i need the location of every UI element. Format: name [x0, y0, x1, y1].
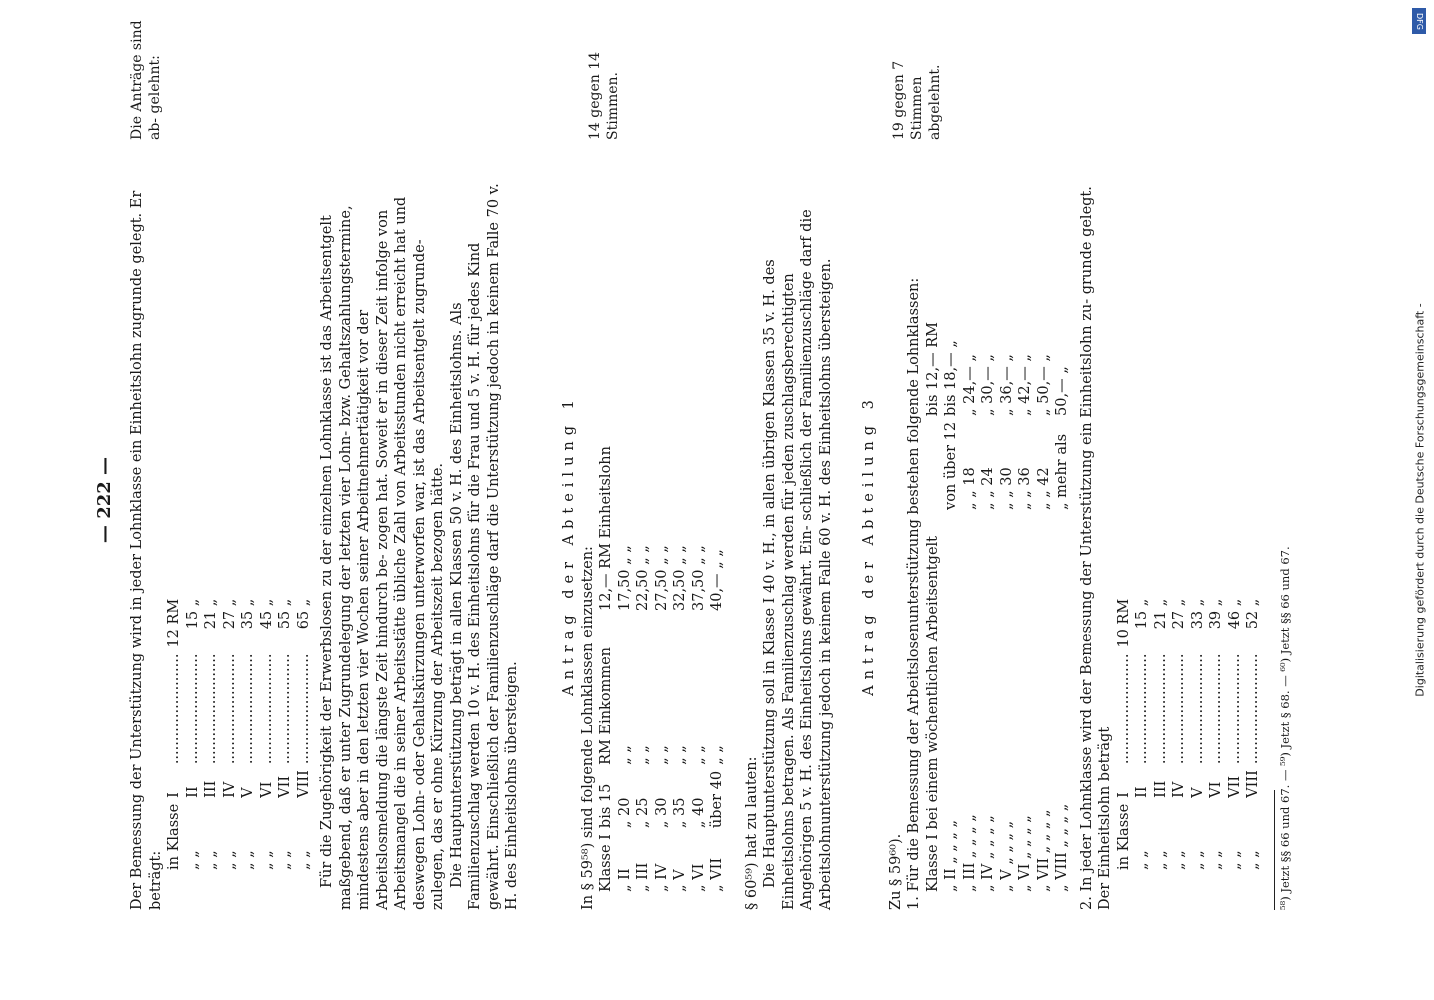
cell-wage: 32,50 „ „ [672, 545, 688, 611]
table-row [1016, 316, 1035, 892]
cell-wage: 40,— „ „ [709, 549, 725, 611]
table-row [979, 316, 998, 892]
cell-from [924, 416, 943, 530]
cell-wage: 17,50 „ „ [616, 545, 633, 611]
antrag1-heading: Antrag der Abteilung 1 [561, 394, 577, 696]
intro-lead: in Klasse [166, 803, 182, 870]
class-value: 27 „ [221, 598, 238, 630]
cell-from: „ „ 24 [980, 467, 996, 510]
intro-class-table: in Klasse I ........................ 12 RM „ „ II ........................ 15 „ „ „ III ........................ 21 „ „ „ IV ........................ 27 „ „ „ V ........................ 35 „ „ „ VI ........................ 45 „ „ „ VII ........................ 55 „ „ „ VIII ........................ 65 „ [165, 593, 313, 870]
cell-class: „ VIII „ „ „ „ [1054, 803, 1070, 892]
credit-text: Digitalisierung gefördert durch die Deutsche Forschungsgemeinschaft - [1413, 303, 1427, 697]
cell-class: „ VII „ „ „ „ [1035, 809, 1052, 892]
margin-note-stimmen: 14 gegen 14 Stimmen. [587, 51, 621, 140]
class-value: 21 „ [1152, 598, 1169, 630]
item2-lead: in Klasse [1115, 803, 1132, 870]
antrag1-intro: In § 59⁵⁸) sind folgende Lohnklassen einzusetzen: [579, 546, 596, 910]
cell-limit: bis 15 [598, 783, 614, 829]
cell-class: „ V [672, 869, 688, 892]
margin-note-abgelehnt: Die Anträge sind ab- gelehnt: [129, 20, 163, 140]
cell-class: „ IV „ „ „ „ [980, 815, 996, 892]
class-value: 21 „ [203, 598, 219, 630]
cell-wage: 37,50 „ „ [690, 545, 707, 611]
cell-class: „ II [616, 868, 633, 892]
antrag-abteilung-3 [860, 180, 1263, 910]
class-numeral: VII [1226, 775, 1243, 798]
table-row [1035, 316, 1054, 892]
antrag3-item1: 1. Für die Bemessung der Arbeitslosenunterstützung bestehen folgende Lohnklassen: [906, 277, 922, 910]
cell-class: „ IV [653, 863, 670, 892]
table-row [924, 316, 943, 892]
class-numeral: I [166, 792, 182, 798]
p60-intro: § 60⁵⁹) hat zu lauten: [743, 756, 760, 910]
paragraph-hauptunterstuetzung: Die Hauptunterstützung beträgt in allen Klassen 50 v. H. des Einheitslohns. Als Familienzuschlag werden 10 v. H. des Einheitslohns für die Frau und 5 v. H. für jedes Kind gewährt. Einschließlich der Familienzuschläge darf die Unterstützung jedoch in keinem Falle 70 v. H. des Einheitslohns übersteigen. [448, 183, 520, 910]
cell-unit: „ „ [653, 745, 670, 765]
cell-unit: „ „ [635, 745, 651, 765]
cell-class: „ VI [690, 863, 707, 892]
cell-limit: „ 30 [653, 797, 670, 829]
class-numeral: VI [258, 781, 275, 798]
class-value: 45 „ [258, 598, 275, 630]
table-row [961, 316, 980, 892]
page-number: — 222 — [94, 456, 115, 544]
intro-section [128, 180, 313, 910]
p60-text: Die Hauptunterstützung soll in Klasse I 40 v. H., in allen übrigen Klassen 35 v. H. des Einheitslohns betragen. Als Familienzuschlag werden für jeden zuschlagsberechtigten Angehörigen 5 v. H. des Einheitslohns gewährt. Ein- schließlich der Familienzuschläge darf die Arbeitslohnunterstützung jedoch in keinem Falle 60 v. H. des Einheitslohns übersteigen. [762, 209, 834, 910]
cell-to: „ 42,— „ [1017, 354, 1033, 416]
cell-wage: 22,50 „ „ [635, 545, 651, 611]
cell-unit: „ „ [690, 745, 707, 765]
class-value: 12 RM [166, 598, 182, 648]
class-numeral: V [240, 787, 256, 798]
cell-class: „ V „ „ „ „ [998, 820, 1015, 892]
digitization-credit [1408, 0, 1432, 1000]
cell-to: „ 36,— „ [998, 354, 1015, 416]
cell-from: „ „ 42 [1035, 467, 1052, 510]
class-value: 15 „ [184, 598, 201, 630]
intro-text: Der Bemessung der Unterstützung wird in jeder Lohnklasse ein Einheitslohn zugrunde gelegt. Er beträgt: [129, 190, 164, 910]
cell-from: „ „ 36 [1017, 467, 1033, 510]
class-value: 35 „ [240, 598, 256, 630]
class-value: 15 „ [1134, 598, 1150, 630]
class-value: 55 „ [277, 598, 293, 630]
class-value: 33 „ [1189, 598, 1206, 630]
table-row [616, 440, 635, 892]
cell-unit: RM Einkommen [598, 647, 614, 765]
cell-to: „ 24,— „ [961, 354, 978, 416]
cell-to: „ 30,— „ [980, 354, 996, 416]
class-numeral: III [1152, 780, 1169, 798]
table-row [998, 316, 1017, 892]
cell-class: „ II „ „ „ „ [943, 819, 959, 892]
cell-to: bis 12,— RM [924, 322, 941, 416]
body-paragraphs [318, 180, 522, 910]
antrag3-item2: 2. In jeder Lohnklasse wird der Bemessung der Unterstützung ein Einheitslohn zu- grunde gelegt. Der Einheitslohn beträgt [1078, 186, 1113, 910]
antrag3-unit-wage-table: in Klasse I ........................ 10 RM „ „ II ........................ 15 „ „ „ III ........................ 21 „ „ „ IV ........................ 27 „ „ „ V ........................ 33 „ „ „ VI ........................ 39 „ „ „ VII ........................ 46 „ „ „ VIII ........................ 52 „ [1115, 593, 1263, 870]
table-row [708, 440, 727, 892]
class-numeral: IV [221, 781, 238, 798]
cell-wage: 12,— RM Einheitslohn [598, 446, 614, 611]
class-value: 52 „ [1245, 598, 1261, 630]
table-row [653, 440, 672, 892]
class-value: 10 RM [1115, 598, 1132, 648]
intro-class-list [165, 180, 313, 870]
cell-limit: „ 25 [635, 797, 651, 829]
cell-class: „ VI „ „ „ „ [1017, 815, 1033, 892]
class-value: 27 „ [1171, 598, 1187, 630]
antrag3-zu: Zu § 59⁶⁰). [887, 833, 904, 910]
cell-class: Klasse I bei einem wöchentlichen Arbeitsentgelt [924, 536, 941, 892]
cell-limit: über 40 [709, 770, 725, 829]
antrag3-wage-class-table [924, 316, 1072, 892]
cell-to: 50,— „ [1054, 366, 1070, 416]
antrag3-heading: Antrag der Abteilung 3 [861, 394, 877, 696]
cell-to: „ 50,— „ [1035, 354, 1052, 416]
class-numeral: IV [1171, 781, 1187, 798]
class-numeral: III [203, 780, 219, 798]
cell-limit: „ 20 [616, 797, 633, 829]
class-numeral: I [1115, 792, 1132, 798]
cell-from: „ „ 18 [961, 467, 978, 510]
footnotes [1270, 180, 1293, 910]
class-numeral: VIII [1245, 770, 1261, 798]
cell-unit: „ „ [616, 745, 633, 765]
class-numeral: VIII [295, 770, 312, 798]
cell-from: „ „ 30 [998, 467, 1015, 510]
cell-limit: „ 40 [690, 797, 707, 829]
table-row [671, 440, 690, 892]
footnote-rule [1274, 790, 1275, 910]
cell-unit: „ „ [672, 745, 688, 765]
table-row [597, 440, 616, 892]
class-value: 39 „ [1208, 598, 1224, 630]
class-value: 46 „ [1226, 598, 1243, 630]
paragraph-zugehoerigkeit: Für die Zugehörigkeit der Erwerbslosen zu der einzelnen Lohnklasse ist das Arbeitsentgelt maßgebend, daß er unter Zugrundelegung der letzten vier Lohn- bzw. Gehaltszahlungstermine, mindestens aber in den letzten vier Wochen seiner Arbeitnehmertätigkeit vor der Arbeitslosmeldung die längste Zeit hindurch be- zogen hat. Soweit er in dieser Zeit infolge von Arbeitsmangel die in seiner Arbeitsstätte übliche Zahl von Arbeitsstunden nicht erreicht hat und deswegen Lohn- oder Gehaltskürzungen unterworfen war, ist das Arbeitsentgelt zugrunde- zulegen, das er ohne Kürzung der Arbeitszeit bezogen hätte. [319, 196, 446, 910]
cell-class: „ VII [709, 857, 725, 892]
cell-wage: 27,50 „ „ [653, 545, 670, 611]
footnote-text: ⁵⁸) Jetzt §§ 66 und 67. — ⁵⁹) Jetzt § 68. — ⁶⁰) Jetzt §§ 66 und 67. [1278, 546, 1292, 910]
dfg-logo: DFG [1412, 8, 1426, 34]
class-numeral: VII [277, 775, 293, 798]
class-value: 65 „ [295, 598, 312, 630]
table-row [942, 316, 961, 892]
cell-from: von über 12 [943, 421, 959, 510]
table-row [1053, 316, 1072, 892]
class-numeral: II [1134, 786, 1150, 798]
table-row [690, 440, 709, 892]
table-row [634, 440, 653, 892]
antrag1-table [597, 440, 727, 892]
cell-class: „ III [635, 862, 651, 892]
cell-class: „ III „ „ „ „ [961, 814, 978, 892]
cell-limit: „ 35 [672, 797, 688, 829]
class-numeral: VI [1208, 781, 1224, 798]
cell-unit: „ „ [709, 745, 725, 765]
margin-note-antrag3: 19 gegen 7 Stimmen abgelehnt. [891, 60, 943, 140]
antrag-abteilung-1 [560, 180, 835, 910]
cell-to: bis 18,— „ [943, 340, 959, 416]
cell-from: „ mehr als [1054, 433, 1070, 510]
class-numeral: V [1189, 787, 1206, 798]
class-numeral: II [184, 786, 201, 798]
cell-class: Klasse I [598, 834, 614, 892]
